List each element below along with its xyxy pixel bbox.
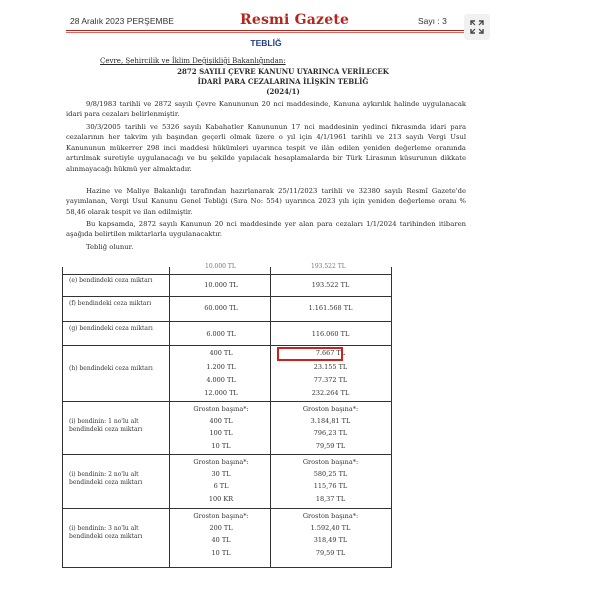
header-page-number: Sayı : 3 <box>418 16 447 26</box>
new-amount: 79,59 TL <box>315 549 346 557</box>
table-row-divider <box>63 274 391 275</box>
old-amount: 100 TL <box>209 429 233 437</box>
old-amount: 30 TL <box>211 470 231 478</box>
paragraph-4: Bu kapsamda, 2872 sayılı Kanunun 20 nci maddesinde yer alan para cezaları 1/1/2024 tarihinden itibaren aşağıda belirtilen miktarlarla uygulanacaktır. <box>66 220 466 239</box>
new-amount: 318,49 TL <box>313 536 348 544</box>
gazette-title: Resmi Gazete <box>240 12 350 28</box>
new-amount: 580,25 TL <box>313 470 348 478</box>
new-amount: 18,37 TL <box>315 495 346 503</box>
new-amount: Groston başına*: <box>302 458 359 466</box>
row-label: (e) bendindeki ceza miktarı <box>69 277 153 284</box>
old-amount: 200 TL <box>209 524 233 532</box>
new-amount: 1.592,40 TL <box>310 524 351 532</box>
new-amount: 1.161.568 TL <box>308 304 353 312</box>
old-amount: 100 KR <box>208 495 234 503</box>
doc-title-line-1: 2872 SAYILI ÇEVRE KANUNU UYARINCA VERİLECEK <box>177 67 389 76</box>
ministry-name: Çevre, Şehircilik ve İklim Değişikliği Bakanlığından: <box>100 57 286 65</box>
doc-title-line-2: İDARİ PARA CEZALARINA İLİŞKİN TEBLİĞ <box>197 77 369 86</box>
expand-icon <box>470 20 484 34</box>
table-row-divider <box>63 321 391 322</box>
old-amount: 10 TL <box>211 549 231 557</box>
new-amount: 232.264 TL <box>311 389 350 397</box>
row-label: (i) bendinin: 2 no'lu alt bendindeki ceza miktarı <box>69 471 143 486</box>
new-amount: 7.667 TL <box>315 349 346 357</box>
table-col-divider <box>169 267 170 567</box>
header-rule <box>66 30 466 31</box>
new-amount: 77.372 TL <box>313 376 348 384</box>
table-row-divider <box>63 401 391 402</box>
fine-table <box>62 263 392 568</box>
table-row-divider <box>63 454 391 455</box>
new-amount: Groston başına*: <box>302 512 359 520</box>
old-amount: 40 TL <box>211 536 231 544</box>
old-amount: Groston başına*: <box>193 405 249 413</box>
new-amount: 23.155 TL <box>313 363 348 371</box>
old-amount: 6 TL <box>213 482 229 490</box>
old-amount: 1.200 TL <box>206 363 236 371</box>
doc-title-line-3: (2024/1) <box>266 87 300 96</box>
cut-off-value: 193.522 TL <box>311 263 346 270</box>
paragraph-1: 9/8/1983 tarihli ve 2872 sayılı Çevre Kanununun 20 nci maddesinde, Kanuna aykırılık halinde uygulanacak idari para cezaları belirlenmiştir. <box>66 100 466 119</box>
old-amount: 6.000 TL <box>206 330 236 338</box>
highlight-box <box>277 347 343 361</box>
row-label: (f) bendindeki ceza miktarı <box>69 300 152 307</box>
new-amount: 79,59 TL <box>315 442 346 450</box>
row-label: (h) bendindeki ceza miktarı <box>69 365 153 372</box>
old-amount: Groston başına*: <box>193 458 249 466</box>
old-amount: Groston başına*: <box>193 512 249 520</box>
paragraph-2: 30/3/2005 tarihli ve 5326 sayılı Kabahatler Kanununun 17 nci maddesinin yedinci fıkrasında idari para cezalarının her takvim yılı başından geçerli olmak üzere o yıl için 4/1/1961 tarihli ve 213 sayılı Vergi Usul Kanununun mükerrer 298 inci maddesi hükümleri uyarınca tespit ve ilân edilen yeniden değerleme oranında artırılmak suretiyle uygulanacağı ve bu şekilde yapılacak hesaplamalarda bir Türk Lirasının küsurunun dikkate alınmayacağı hükmü yer almaktadır. <box>66 123 466 173</box>
paragraph-5: Tebliğ olunur. <box>86 243 134 251</box>
header-date: 28 Aralık 2023 PERŞEMBE <box>70 16 174 26</box>
row-label: (i) bendinin: 3 no'lu alt bendindeki ceza miktarı <box>69 525 143 540</box>
expand-button[interactable] <box>464 14 490 40</box>
new-amount: 193.522 TL <box>311 281 350 289</box>
paragraph-3: Hazine ve Maliye Bakanlığı tarafından hazırlanarak 25/11/2023 tarihli ve 32380 sayılı Resmî Gazete'de yayımlanan, Vergi Usul Kanunu Genel Tebliği (Sıra No: 554) uyarınca 2023 yılı için yeniden değerleme oranı % 58,46 olarak tespit ve ilan edilmiştir. <box>66 187 466 216</box>
row-label: (i) bendinin: 1 no'lu alt bendindeki ceza miktarı <box>69 418 143 433</box>
new-amount: Groston başına*: <box>302 405 359 413</box>
row-label: (g) bendindeki ceza miktarı <box>69 325 153 332</box>
old-amount: 10.000 TL <box>204 281 238 289</box>
new-amount: 796,23 TL <box>313 429 348 437</box>
table-row-divider <box>63 296 391 297</box>
table-row-divider <box>63 508 391 509</box>
new-amount: 116.060 TL <box>311 330 350 338</box>
old-amount: 10 TL <box>211 442 231 450</box>
cut-off-value: 10.000 TL <box>205 263 236 270</box>
table-row-divider <box>63 345 391 346</box>
old-amount: 400 TL <box>209 417 233 425</box>
old-amount: 4.000 TL <box>206 376 236 384</box>
section-heading: TEBLİĞ <box>250 38 282 48</box>
new-amount: 115,76 TL <box>313 482 348 490</box>
new-amount: 3.184,81 TL <box>310 417 351 425</box>
header-rule-secondary <box>66 32 466 33</box>
old-amount: 400 TL <box>209 349 233 357</box>
old-amount: 60.000 TL <box>204 304 238 312</box>
old-amount: 12.000 TL <box>204 389 238 397</box>
